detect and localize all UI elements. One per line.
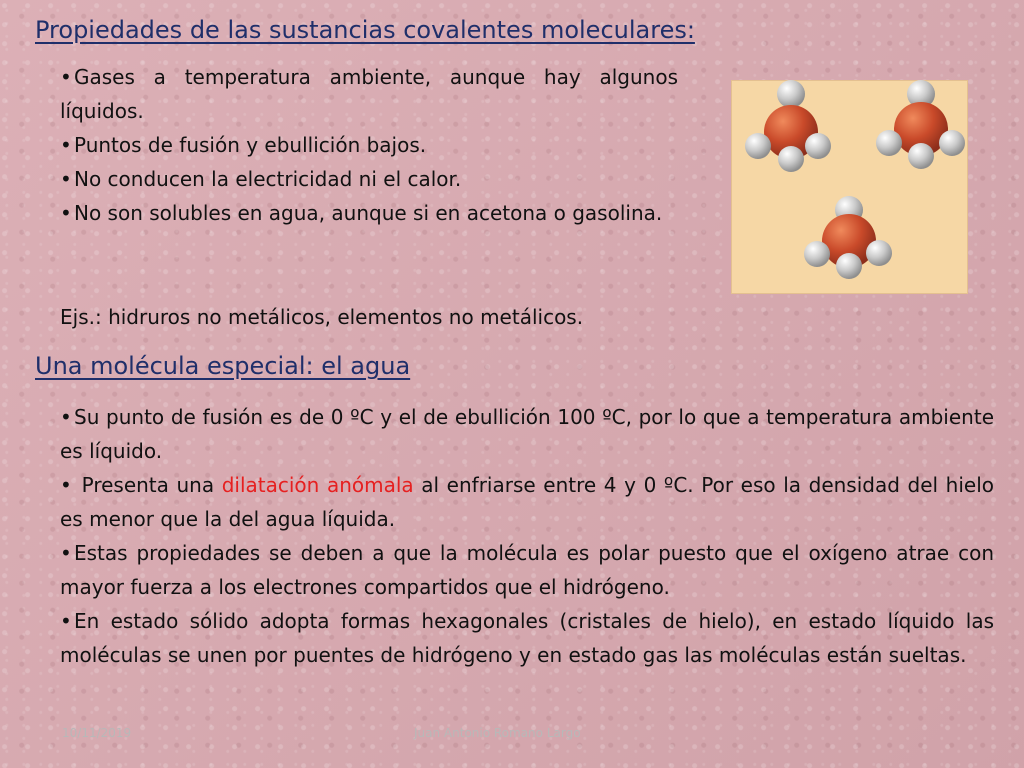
list-item: • Gases a temperatura ambiente, aunque hay algunos líquidos. (60, 60, 678, 128)
footer-date: 10/11/2019 (62, 726, 132, 740)
hydrogen-atom (908, 143, 934, 169)
list-item: • Estas propiedades se deben a que la molécula es polar puesto que el oxígeno atrae con mayor fuerza a los electrones compartidos que el hidrógeno. (60, 536, 994, 604)
examples-text: Ejs.: hidruros no metálicos, elementos no metálicos. (60, 305, 584, 329)
hydrogen-atom (777, 80, 805, 108)
section-title-water: Una molécula especial: el agua (35, 352, 411, 380)
hydrogen-atom (778, 146, 804, 172)
covalent-properties-list (60, 60, 678, 230)
hydrogen-atom (866, 240, 892, 266)
section-title-covalent: Propiedades de las sustancias covalentes moleculares: (35, 16, 695, 44)
list-item: • Presenta una dilatación anómala al enfriarse entre 4 y 0 ºC. Por eso la densidad del hielo es menor que la del agua líquida. (60, 468, 994, 536)
hydrogen-atom (804, 241, 830, 267)
hydrogen-atom (836, 253, 862, 279)
list-item: • Su punto de fusión es de 0 ºC y el de ebullición 100 ºC, por lo que a temperatura ambiente es líquido. (60, 400, 994, 468)
list-item: • No conducen la electricidad ni el calor. (60, 162, 678, 196)
hydrogen-atom (745, 133, 771, 159)
water-properties-list (60, 400, 994, 672)
highlighted-term: dilatación anómala (221, 473, 414, 497)
molecule-illustration-icon (731, 80, 968, 294)
hydrogen-atom (876, 130, 902, 156)
water-molecule-3 (804, 196, 892, 279)
list-item: • En estado sólido adopta formas hexagonales (cristales de hielo), en estado líquido las moléculas se unen por puentes de hidrógeno y en estado gas las moléculas están sueltas. (60, 604, 994, 672)
list-item: • No son solubles en agua, aunque si en acetona o gasolina. (60, 196, 678, 230)
hydrogen-atom (805, 133, 831, 159)
footer-author: Juan Antonio Romano Largo (414, 726, 581, 740)
water-molecule-2 (876, 80, 965, 169)
hydrogen-atom (939, 130, 965, 156)
water-molecule-1 (745, 80, 831, 172)
molecule-image (731, 80, 968, 294)
list-item: • Puntos de fusión y ebullición bajos. (60, 128, 678, 162)
